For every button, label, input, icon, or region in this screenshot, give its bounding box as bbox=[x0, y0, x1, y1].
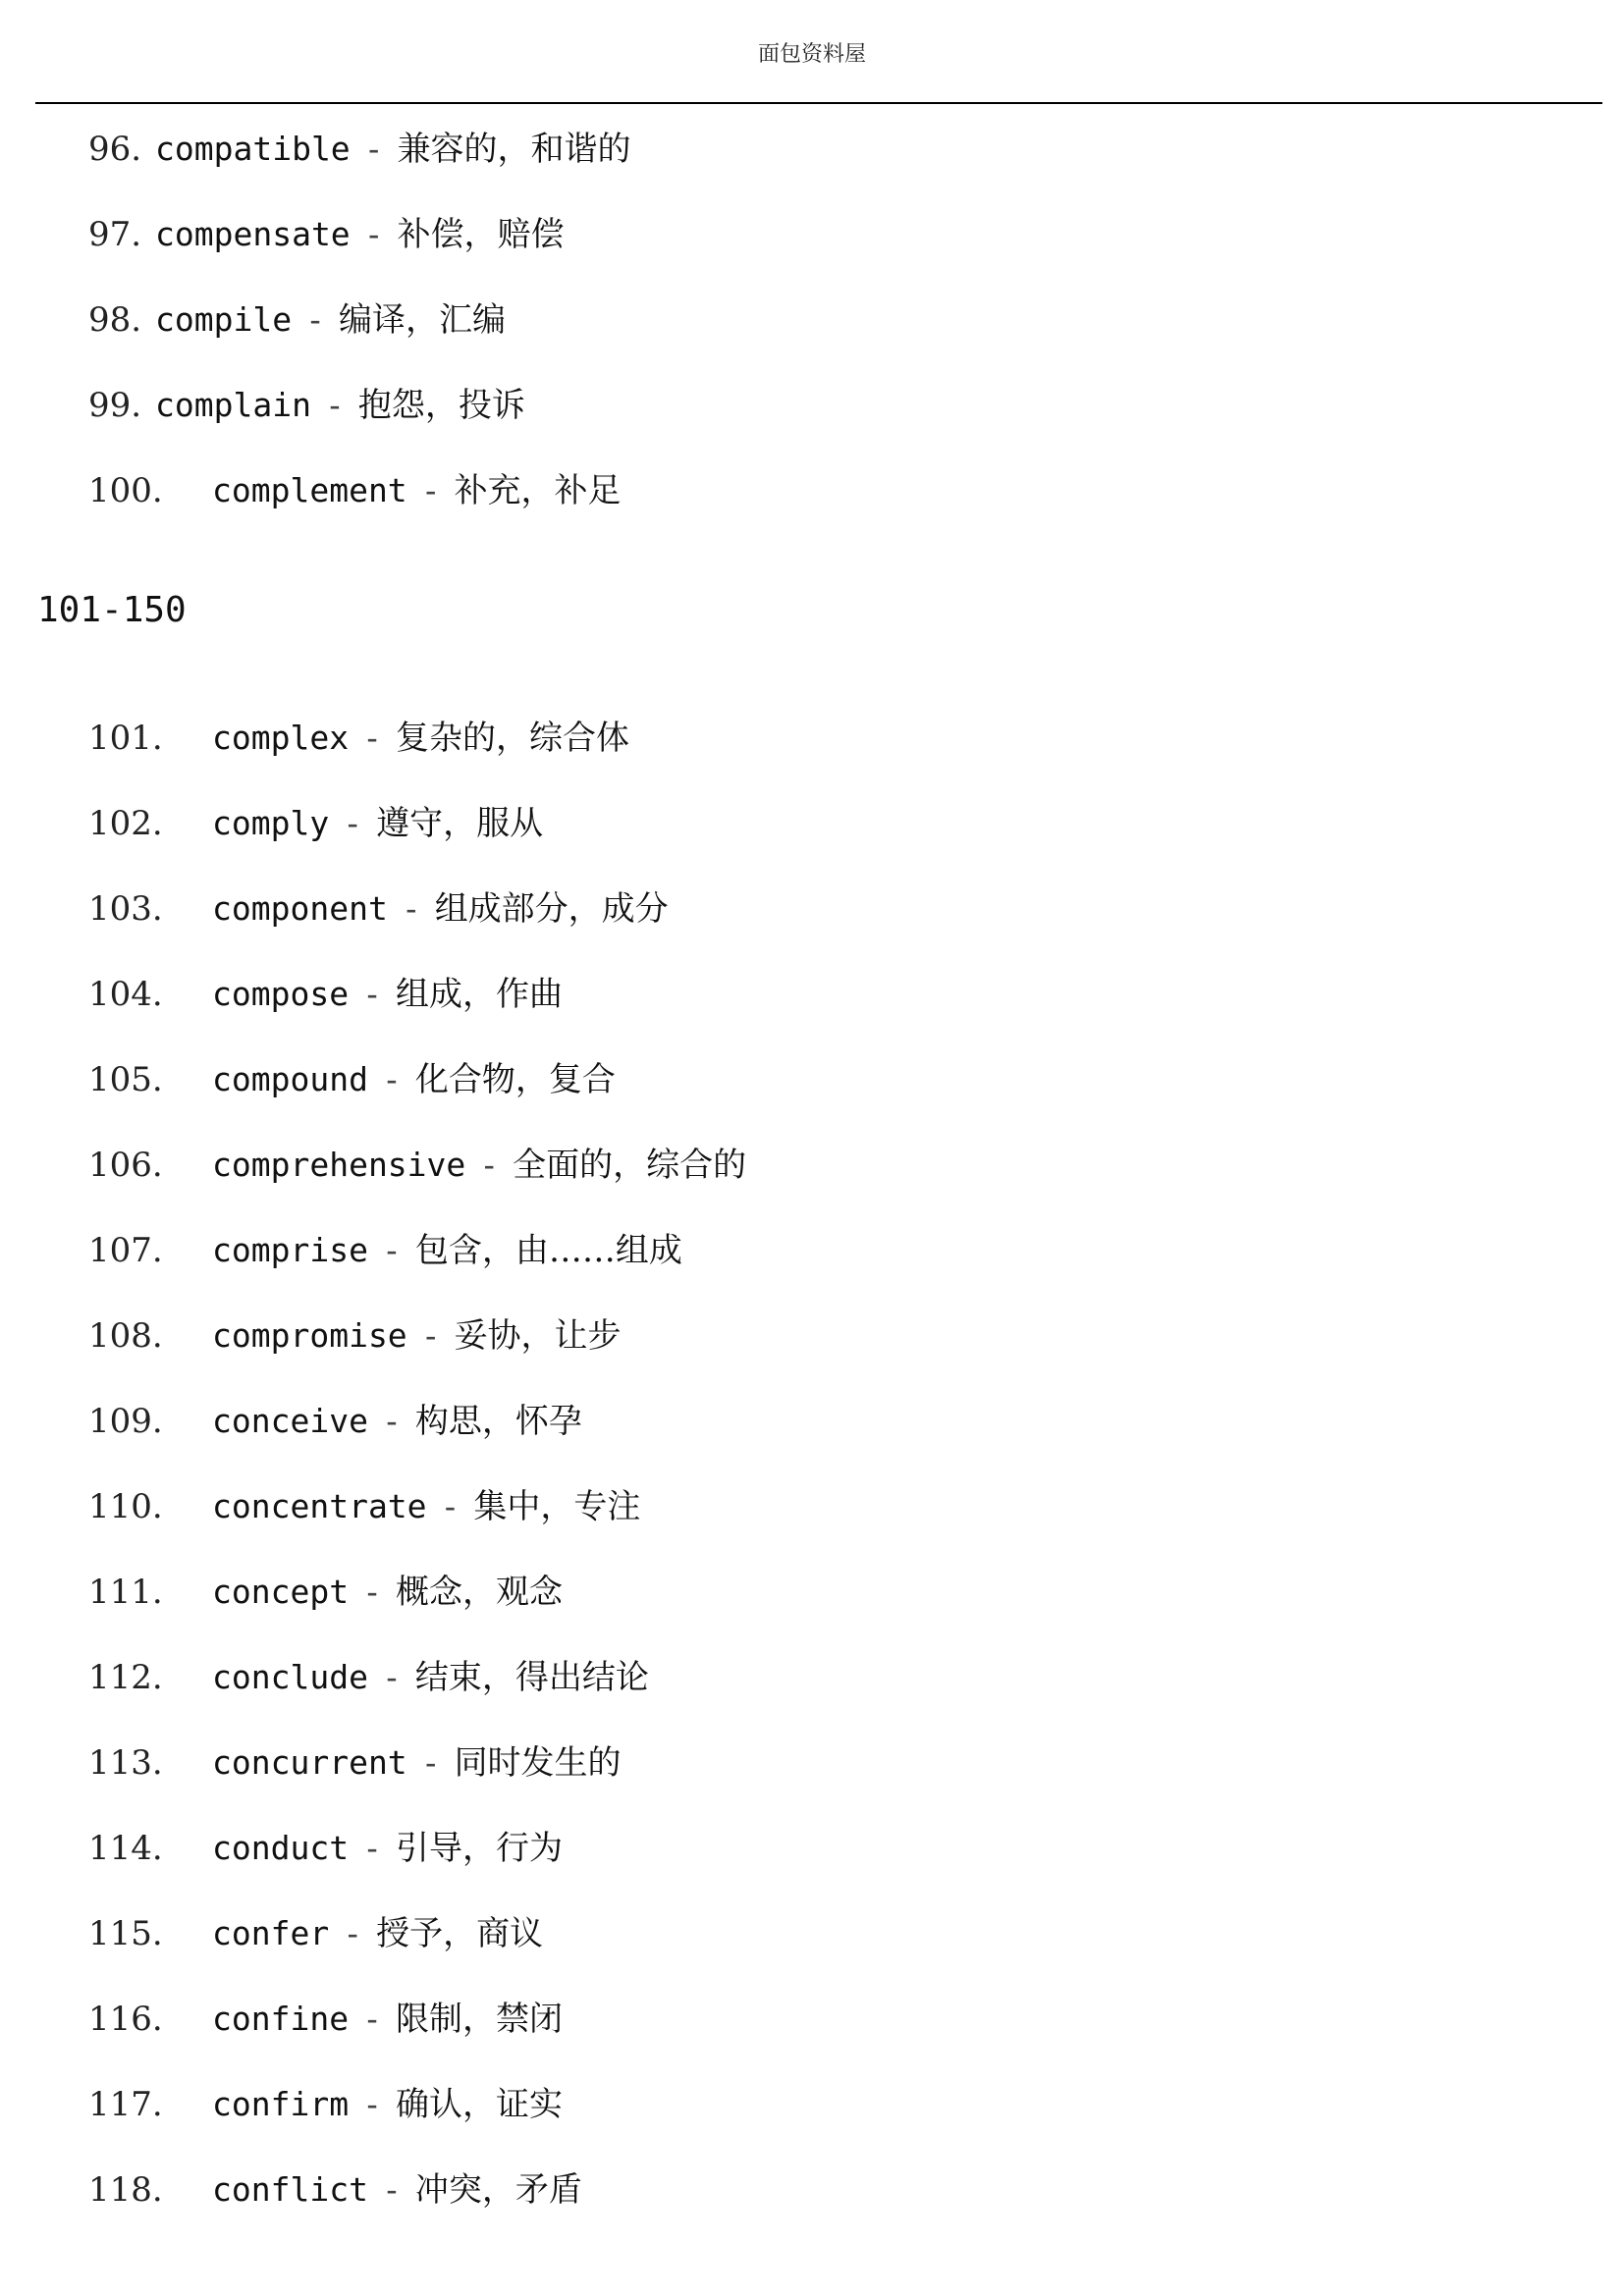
entry-body bbox=[212, 1739, 622, 1787]
entry-meaning: 组成，作曲 bbox=[395, 975, 563, 1014]
entry-meaning: 同时发生的 bbox=[454, 1743, 622, 1783]
entry-body bbox=[212, 1910, 543, 1957]
entry-body bbox=[212, 2081, 563, 2128]
entry-number: 114. bbox=[88, 1829, 163, 1868]
entry-separator: - bbox=[420, 1316, 441, 1355]
entry-meaning: 结束，得出结论 bbox=[414, 1658, 649, 1697]
entry-number: 110. bbox=[88, 1487, 163, 1526]
entry-number: 102. bbox=[88, 804, 163, 843]
entry-separator: - bbox=[420, 1743, 441, 1782]
entry-separator: - bbox=[343, 804, 363, 842]
entry-number: 115. bbox=[88, 1914, 163, 1953]
entry-meaning: 复杂的，综合体 bbox=[395, 719, 629, 758]
entry-number: 96. bbox=[88, 130, 142, 169]
entry-meaning: 抱怨，投诉 bbox=[357, 386, 525, 425]
entry-body bbox=[212, 1825, 563, 1872]
entry-body bbox=[155, 211, 565, 258]
entry-meaning: 集中，专注 bbox=[473, 1487, 641, 1526]
entry-meaning: 概念，观念 bbox=[395, 1573, 563, 1612]
entry-term: compound bbox=[212, 1060, 368, 1098]
entry-body bbox=[155, 382, 525, 429]
section-heading: 101-150 bbox=[37, 590, 187, 630]
entry-separator: - bbox=[305, 300, 325, 339]
entry-separator: - bbox=[440, 1487, 460, 1525]
entry-separator: - bbox=[363, 130, 384, 168]
entry-separator: - bbox=[381, 1060, 402, 1098]
entry-meaning: 补充，补足 bbox=[454, 471, 622, 510]
entry-meaning: 全面的，综合的 bbox=[513, 1146, 747, 1185]
entry-number: 111. bbox=[88, 1573, 163, 1612]
entry-body bbox=[212, 1569, 563, 1616]
entry-separator: - bbox=[343, 1914, 363, 1952]
entry-body bbox=[155, 296, 506, 344]
page-header-title: 面包资料屋 bbox=[757, 42, 866, 67]
entry-term: component bbox=[212, 889, 388, 928]
entry-number: 118. bbox=[88, 2170, 163, 2210]
entry-meaning: 妥协，让步 bbox=[454, 1316, 622, 1356]
entry-meaning: 兼容的，和谐的 bbox=[397, 130, 631, 169]
entry-term: conceive bbox=[212, 1402, 368, 1440]
entry-separator: - bbox=[363, 215, 384, 253]
entry-number: 99. bbox=[88, 386, 142, 425]
entry-term: confer bbox=[212, 1914, 330, 1952]
entry-meaning: 授予，商议 bbox=[376, 1914, 544, 1953]
entry-body bbox=[212, 2166, 582, 2214]
entry-number: 101. bbox=[88, 719, 163, 758]
entry-separator: - bbox=[381, 1658, 402, 1696]
entry-number: 116. bbox=[88, 2000, 163, 2039]
entry-meaning: 补偿，赔偿 bbox=[397, 215, 565, 254]
header-divider bbox=[35, 102, 1602, 104]
entry-body bbox=[212, 971, 563, 1018]
entry-number: 104. bbox=[88, 975, 163, 1014]
entry-number: 103. bbox=[88, 889, 163, 929]
entry-term: comprise bbox=[212, 1231, 368, 1269]
entry-separator: - bbox=[479, 1146, 500, 1184]
entry-term: concept bbox=[212, 1573, 350, 1611]
entry-number: 100. bbox=[88, 471, 163, 510]
entry-separator: - bbox=[420, 471, 441, 509]
entry-body bbox=[155, 126, 631, 173]
entry-meaning: 组成部分，成分 bbox=[434, 889, 669, 929]
entry-separator: - bbox=[381, 1402, 402, 1440]
entry-separator: - bbox=[381, 1231, 402, 1269]
entry-body bbox=[212, 1483, 640, 1530]
entry-term: conflict bbox=[212, 2170, 368, 2209]
entry-number: 97. bbox=[88, 215, 142, 254]
entry-meaning: 冲突，矛盾 bbox=[414, 2170, 582, 2210]
entry-meaning: 化合物，复合 bbox=[414, 1060, 616, 1099]
entry-number: 105. bbox=[88, 1060, 163, 1099]
entry-separator: - bbox=[381, 2170, 402, 2209]
entry-body bbox=[212, 1312, 622, 1360]
entry-separator: - bbox=[362, 975, 382, 1013]
entry-term: complement bbox=[212, 471, 407, 509]
entry-meaning: 构思，怀孕 bbox=[414, 1402, 582, 1441]
entry-term: complain bbox=[155, 386, 311, 424]
entry-term: compromise bbox=[212, 1316, 407, 1355]
entry-separator: - bbox=[324, 386, 345, 424]
entry-term: compile bbox=[155, 300, 293, 339]
entry-body bbox=[212, 1142, 746, 1189]
entry-meaning: 编译，汇编 bbox=[338, 300, 506, 340]
entry-body bbox=[212, 715, 629, 762]
entry-number: 107. bbox=[88, 1231, 163, 1270]
entry-body bbox=[212, 467, 622, 514]
entry-number: 113. bbox=[88, 1743, 163, 1783]
entry-separator: - bbox=[362, 2085, 382, 2123]
entry-meaning: 遵守，服从 bbox=[376, 804, 544, 843]
entry-separator: - bbox=[362, 719, 382, 757]
entry-term: concentrate bbox=[212, 1487, 427, 1525]
entry-term: comply bbox=[212, 804, 330, 842]
entry-term: confine bbox=[212, 2000, 350, 2038]
entry-term: compatible bbox=[155, 130, 351, 168]
entry-number: 109. bbox=[88, 1402, 163, 1441]
entry-term: confirm bbox=[212, 2085, 350, 2123]
entry-number: 106. bbox=[88, 1146, 163, 1185]
entry-body bbox=[212, 1996, 563, 2043]
entry-term: concurrent bbox=[212, 1743, 407, 1782]
entry-meaning: 确认，证实 bbox=[395, 2085, 563, 2124]
entry-body bbox=[212, 1056, 616, 1103]
entry-body bbox=[212, 885, 669, 933]
entry-body bbox=[212, 1227, 682, 1274]
entry-term: compensate bbox=[155, 215, 351, 253]
entry-term: compose bbox=[212, 975, 350, 1013]
entry-number: 98. bbox=[88, 300, 142, 340]
entry-number: 112. bbox=[88, 1658, 163, 1697]
entry-separator: - bbox=[362, 1829, 382, 1867]
entry-term: complex bbox=[212, 719, 350, 757]
entry-body bbox=[212, 800, 543, 847]
entry-term: comprehensive bbox=[212, 1146, 466, 1184]
entry-meaning: 限制，禁闭 bbox=[395, 2000, 563, 2039]
entry-number: 108. bbox=[88, 1316, 163, 1356]
entry-separator: - bbox=[401, 889, 421, 928]
entry-number: 117. bbox=[88, 2085, 163, 2124]
entry-meaning: 引导，行为 bbox=[395, 1829, 563, 1868]
entry-term: conduct bbox=[212, 1829, 350, 1867]
entry-term: conclude bbox=[212, 1658, 368, 1696]
entry-separator: - bbox=[362, 2000, 382, 2038]
entry-body bbox=[212, 1398, 582, 1445]
entry-meaning: 包含，由……组成 bbox=[414, 1231, 682, 1270]
entry-separator: - bbox=[362, 1573, 382, 1611]
entry-body bbox=[212, 1654, 649, 1701]
